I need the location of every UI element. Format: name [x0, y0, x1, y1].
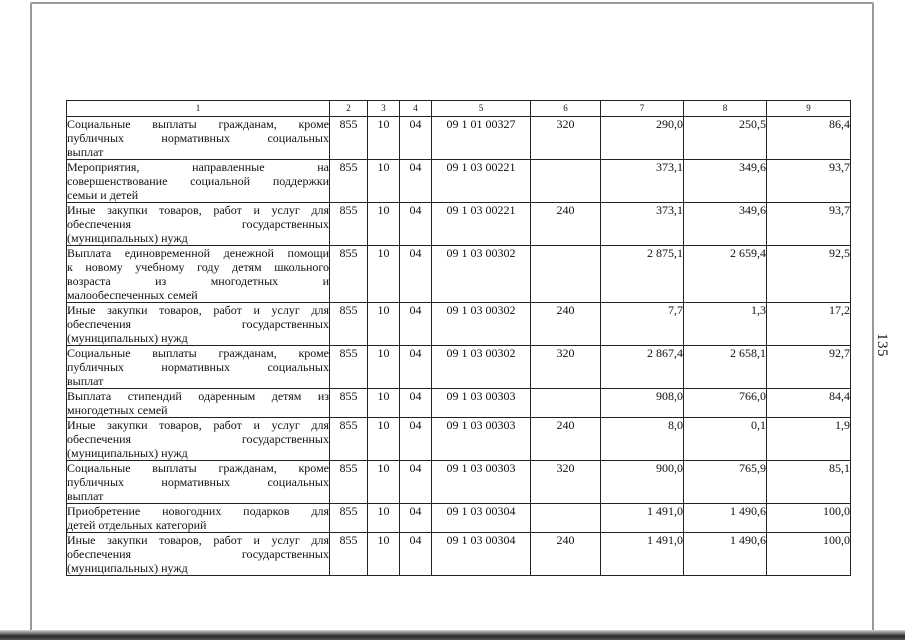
- percent-cell: 100,0: [767, 533, 851, 576]
- actual-amount-cell: 1,3: [684, 303, 767, 346]
- section-cell: 10: [368, 117, 400, 160]
- target-article-cell: 09 1 03 00304: [432, 533, 531, 576]
- description-line: Иные закупки товаров, работ и услуг для: [67, 418, 329, 432]
- section-cell: 10: [368, 418, 400, 461]
- description-line: (муниципальных) нужд: [67, 446, 188, 460]
- actual-amount-cell: 1 490,6: [684, 504, 767, 533]
- description-line: многодетных семей: [67, 403, 168, 417]
- target-article-cell: 09 1 03 00303: [432, 389, 531, 418]
- percent-cell: 92,7: [767, 346, 851, 389]
- expense-type-cell: 320: [531, 461, 601, 504]
- description-line: Выплата стипендий одаренным детям из: [67, 389, 329, 403]
- table-row: [67, 461, 851, 504]
- subsection-cell: 04: [400, 160, 432, 203]
- percent-cell: 17,2: [767, 303, 851, 346]
- description-line: Выплата единовременной денежной помощи: [67, 246, 329, 260]
- ved-cell: 855: [330, 246, 368, 303]
- subsection-cell: 04: [400, 346, 432, 389]
- description-cell: [67, 389, 330, 418]
- section-cell: 10: [368, 533, 400, 576]
- section-cell: 10: [368, 461, 400, 504]
- table-row: [67, 504, 851, 533]
- percent-cell: 93,7: [767, 160, 851, 203]
- target-article-cell: 09 1 03 00221: [432, 160, 531, 203]
- target-article-cell: 09 1 03 00302: [432, 346, 531, 389]
- expense-type-cell: [531, 160, 601, 203]
- description-line: (муниципальных) нужд: [67, 331, 188, 345]
- subsection-cell: 04: [400, 303, 432, 346]
- expense-type-cell: [531, 504, 601, 533]
- expense-type-cell: 240: [531, 203, 601, 246]
- header-col-5: 5: [432, 101, 531, 117]
- header-row: [67, 101, 851, 117]
- table-row: [67, 246, 851, 303]
- description-cell: [67, 117, 330, 160]
- description-line: Иные закупки товаров, работ и услуг для: [67, 303, 329, 317]
- expense-type-cell: [531, 246, 601, 303]
- description-line: обеспечения государственных: [67, 317, 329, 331]
- expense-type-cell: 320: [531, 117, 601, 160]
- description-cell: [67, 418, 330, 461]
- description-line: малообеспеченных семей: [67, 288, 198, 302]
- table-row: [67, 389, 851, 418]
- target-article-cell: 09 1 03 00303: [432, 418, 531, 461]
- actual-amount-cell: 349,6: [684, 203, 767, 246]
- table-header: [67, 101, 851, 117]
- description-line: выплат: [67, 374, 104, 388]
- section-cell: 10: [368, 504, 400, 533]
- section-cell: 10: [368, 160, 400, 203]
- description-cell: [67, 346, 330, 389]
- table-row: [67, 346, 851, 389]
- ved-cell: 855: [330, 346, 368, 389]
- table-row: [67, 160, 851, 203]
- percent-cell: 84,4: [767, 389, 851, 418]
- expense-type-cell: 240: [531, 418, 601, 461]
- target-article-cell: 09 1 01 00327: [432, 117, 531, 160]
- actual-amount-cell: 349,6: [684, 160, 767, 203]
- subsection-cell: 04: [400, 389, 432, 418]
- description-line: (муниципальных) нужд: [67, 561, 188, 575]
- description-line: (муниципальных) нужд: [67, 231, 188, 245]
- description-line: публичных нормативных социальных: [67, 360, 329, 374]
- expense-type-cell: 320: [531, 346, 601, 389]
- ved-cell: 855: [330, 418, 368, 461]
- plan-amount-cell: 8,0: [601, 418, 684, 461]
- ved-cell: 855: [330, 303, 368, 346]
- description-cell: [67, 246, 330, 303]
- table-row: [67, 533, 851, 576]
- description-line: возраста из многодетных и: [67, 274, 329, 288]
- table-row: [67, 203, 851, 246]
- ved-cell: 855: [330, 160, 368, 203]
- header-col-6: 6: [531, 101, 601, 117]
- header-col-3: 3: [368, 101, 400, 117]
- section-cell: 10: [368, 246, 400, 303]
- subsection-cell: 04: [400, 203, 432, 246]
- header-col-8: 8: [684, 101, 767, 117]
- description-line: выплат: [67, 489, 104, 503]
- percent-cell: 1,9: [767, 418, 851, 461]
- subsection-cell: 04: [400, 246, 432, 303]
- actual-amount-cell: 0,1: [684, 418, 767, 461]
- target-article-cell: 09 1 03 00303: [432, 461, 531, 504]
- description-line: выплат: [67, 145, 104, 159]
- description-line: Социальные выплаты гражданам, кроме: [67, 461, 329, 475]
- actual-amount-cell: 765,9: [684, 461, 767, 504]
- description-cell: [67, 160, 330, 203]
- plan-amount-cell: 373,1: [601, 160, 684, 203]
- description-cell: [67, 533, 330, 576]
- description-line: обеспечения государственных: [67, 217, 329, 231]
- header-col-9: 9: [767, 101, 851, 117]
- subsection-cell: 04: [400, 117, 432, 160]
- plan-amount-cell: 908,0: [601, 389, 684, 418]
- percent-cell: 85,1: [767, 461, 851, 504]
- table-body: [67, 117, 851, 576]
- expense-type-cell: 240: [531, 533, 601, 576]
- ved-cell: 855: [330, 117, 368, 160]
- header-col-1: 1: [67, 101, 330, 117]
- target-article-cell: 09 1 03 00302: [432, 303, 531, 346]
- actual-amount-cell: 1 490,6: [684, 533, 767, 576]
- subsection-cell: 04: [400, 533, 432, 576]
- ved-cell: 855: [330, 203, 368, 246]
- expense-type-cell: [531, 389, 601, 418]
- description-line: публичных нормативных социальных: [67, 131, 329, 145]
- header-col-2: 2: [330, 101, 368, 117]
- description-line: Приобретение новогодних подарков для: [67, 504, 329, 518]
- description-cell: [67, 504, 330, 533]
- plan-amount-cell: 1 491,0: [601, 533, 684, 576]
- actual-amount-cell: 250,5: [684, 117, 767, 160]
- description-cell: [67, 203, 330, 246]
- percent-cell: 100,0: [767, 504, 851, 533]
- description-line: Иные закупки товаров, работ и услуг для: [67, 203, 329, 217]
- plan-amount-cell: 1 491,0: [601, 504, 684, 533]
- target-article-cell: 09 1 03 00221: [432, 203, 531, 246]
- description-line: обеспечения государственных: [67, 547, 329, 561]
- percent-cell: 86,4: [767, 117, 851, 160]
- scan-edge: [0, 630, 905, 640]
- section-cell: 10: [368, 203, 400, 246]
- table-row: [67, 117, 851, 160]
- table-row: [67, 418, 851, 461]
- ved-cell: 855: [330, 533, 368, 576]
- description-line: Социальные выплаты гражданам, кроме: [67, 117, 329, 131]
- ved-cell: 855: [330, 461, 368, 504]
- percent-cell: 93,7: [767, 203, 851, 246]
- subsection-cell: 04: [400, 504, 432, 533]
- subsection-cell: 04: [400, 418, 432, 461]
- description-line: Социальные выплаты гражданам, кроме: [67, 346, 329, 360]
- expense-type-cell: 240: [531, 303, 601, 346]
- description-line: детей отдельных категорий: [67, 518, 207, 532]
- plan-amount-cell: 2 867,4: [601, 346, 684, 389]
- actual-amount-cell: 2 658,1: [684, 346, 767, 389]
- description-line: Иные закупки товаров, работ и услуг для: [67, 533, 329, 547]
- plan-amount-cell: 2 875,1: [601, 246, 684, 303]
- header-col-4: 4: [400, 101, 432, 117]
- target-article-cell: 09 1 03 00302: [432, 246, 531, 303]
- plan-amount-cell: 900,0: [601, 461, 684, 504]
- actual-amount-cell: 2 659,4: [684, 246, 767, 303]
- ved-cell: 855: [330, 389, 368, 418]
- plan-amount-cell: 290,0: [601, 117, 684, 160]
- ved-cell: 855: [330, 504, 368, 533]
- plan-amount-cell: 7,7: [601, 303, 684, 346]
- percent-cell: 92,5: [767, 246, 851, 303]
- description-line: к новому учебному году детям школьного: [67, 260, 329, 274]
- description-line: обеспечения государственных: [67, 432, 329, 446]
- description-line: публичных нормативных социальных: [67, 475, 329, 489]
- description-line: семьи и детей: [67, 188, 139, 202]
- actual-amount-cell: 766,0: [684, 389, 767, 418]
- description-cell: [67, 461, 330, 504]
- budget-table: [66, 100, 851, 576]
- description-cell: [67, 303, 330, 346]
- subsection-cell: 04: [400, 461, 432, 504]
- target-article-cell: 09 1 03 00304: [432, 504, 531, 533]
- table-row: [67, 303, 851, 346]
- section-cell: 10: [368, 346, 400, 389]
- description-line: совершенствование социальной поддержки: [67, 174, 329, 188]
- header-col-7: 7: [601, 101, 684, 117]
- page-number: 135: [874, 333, 890, 357]
- section-cell: 10: [368, 389, 400, 418]
- description-line: Мероприятия, направленные на: [67, 160, 329, 174]
- section-cell: 10: [368, 303, 400, 346]
- plan-amount-cell: 373,1: [601, 203, 684, 246]
